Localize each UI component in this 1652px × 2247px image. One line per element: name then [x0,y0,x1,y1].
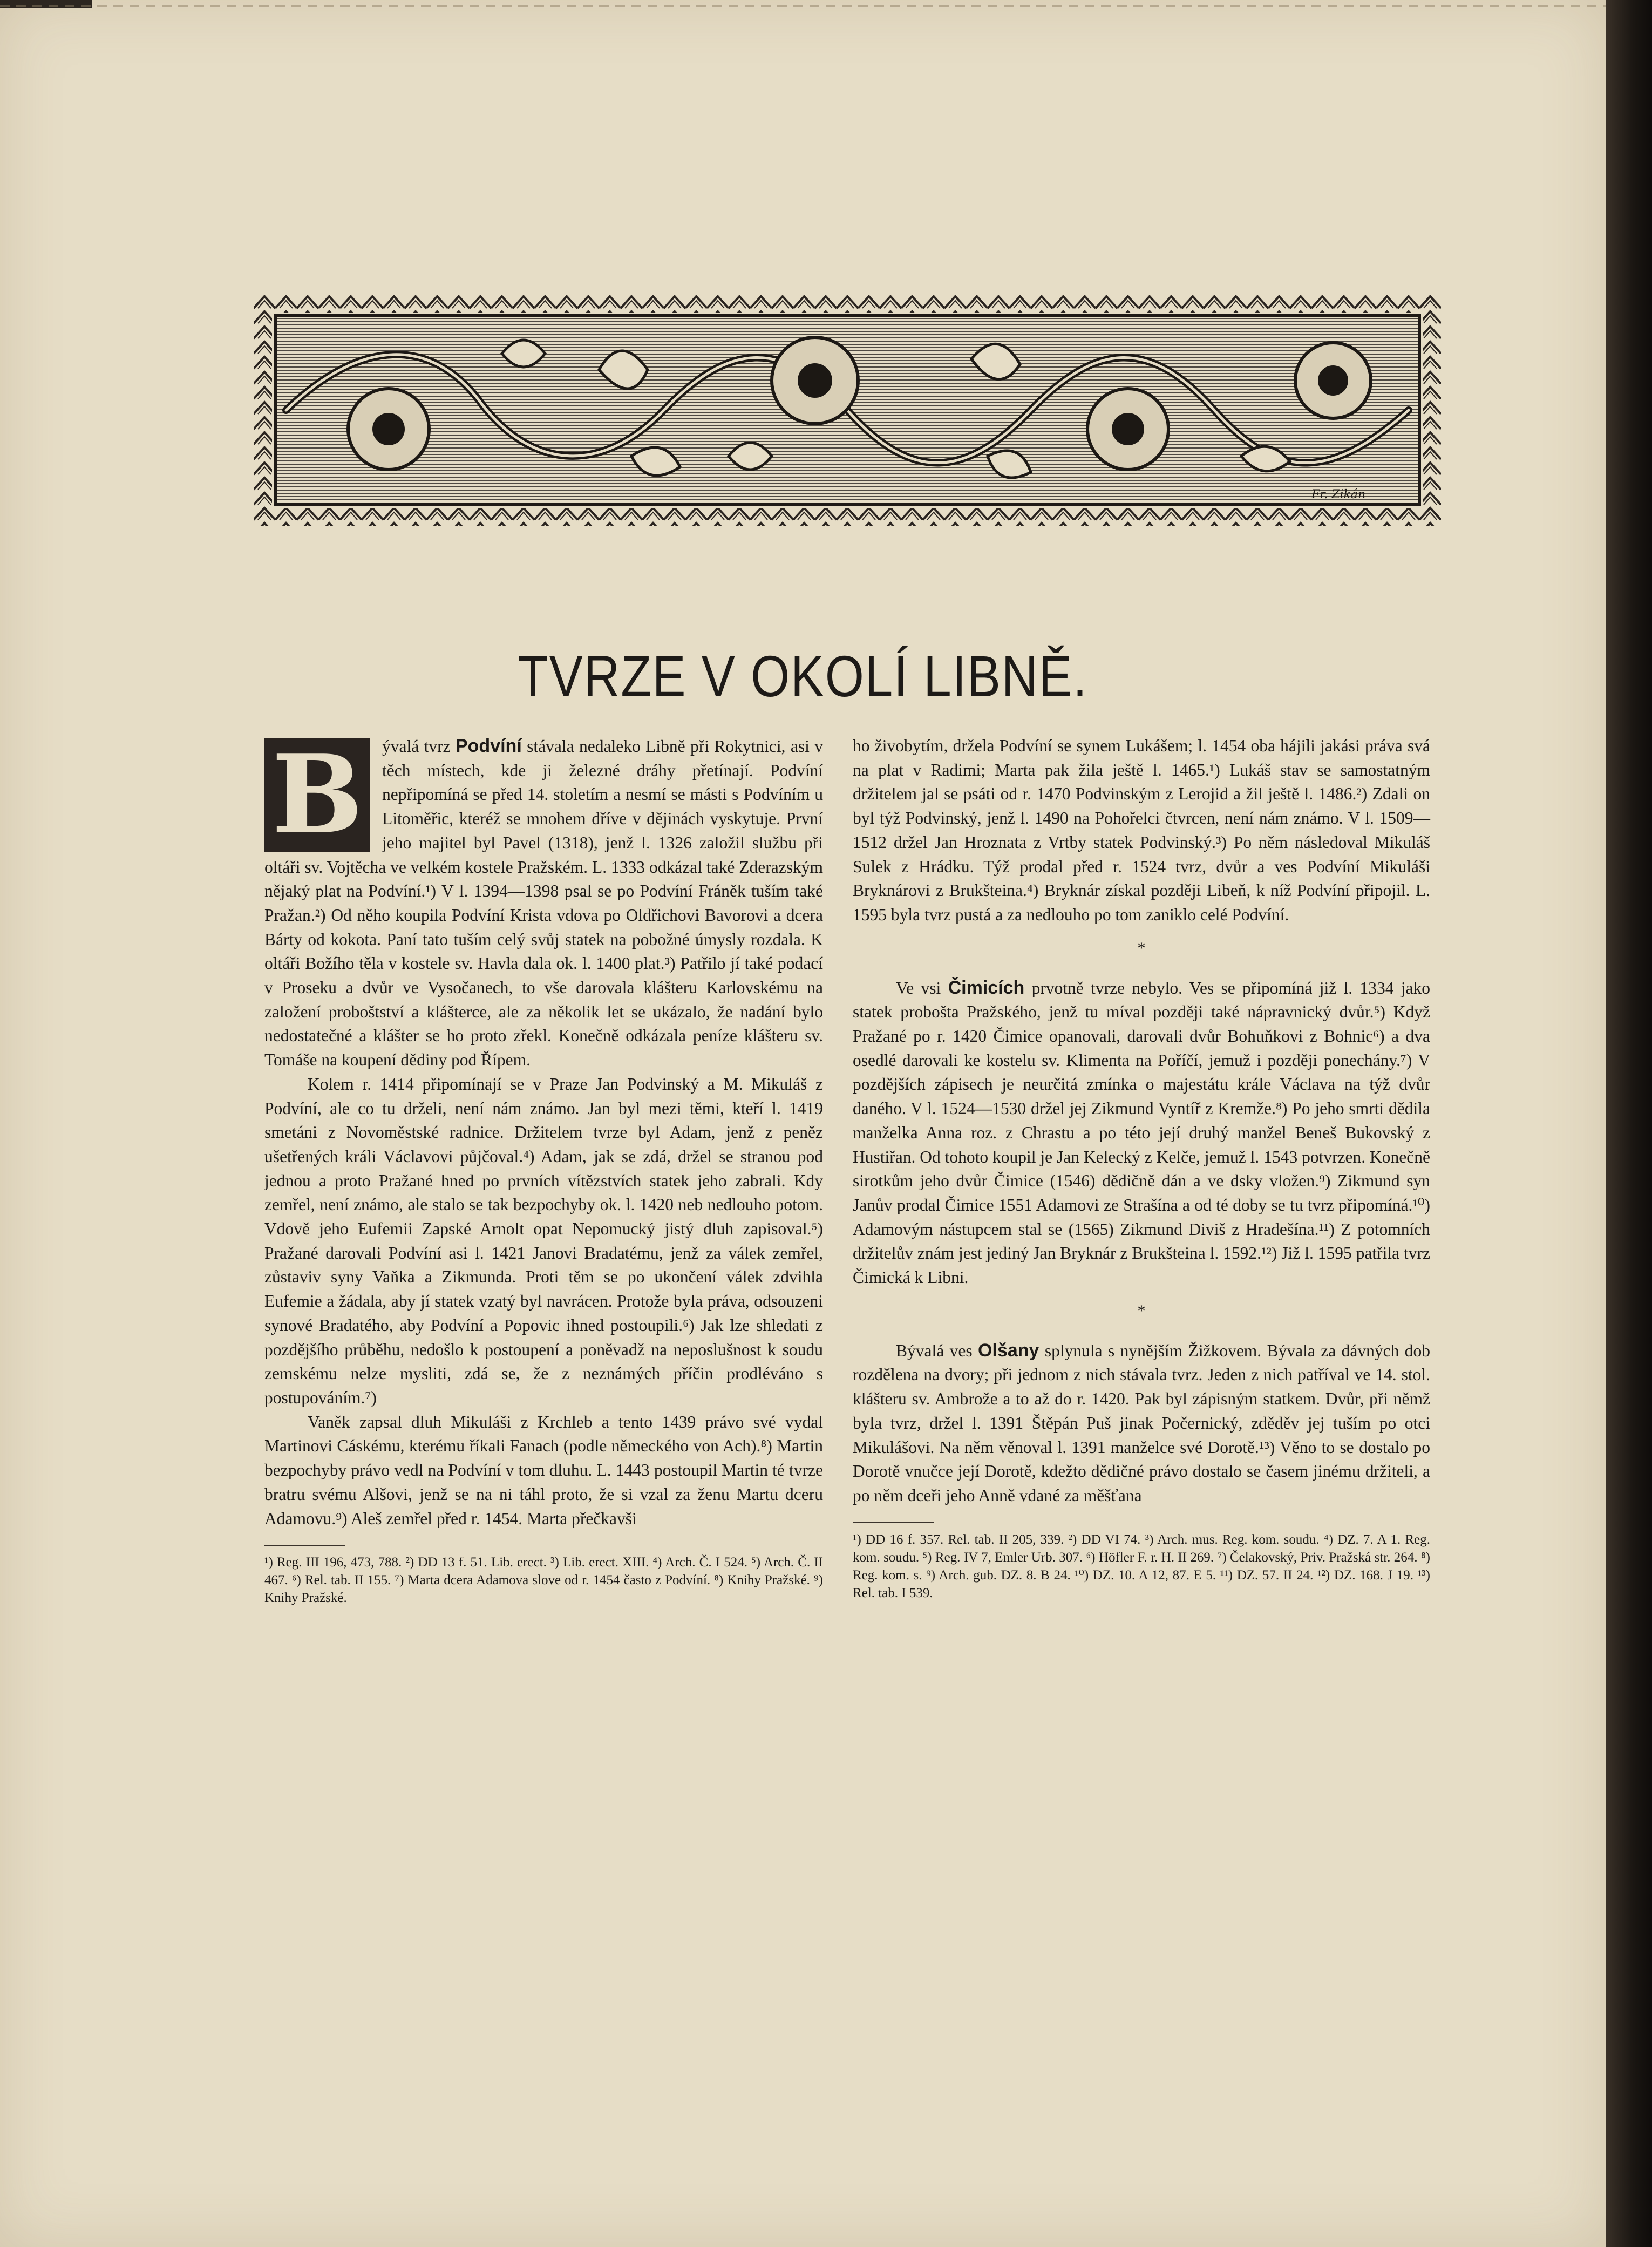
paragraph-podvini-1414: Kolem r. 1414 připomínají se v Praze Jan Podvinský a M. Mikuláš z Podvíní, ale co tu drželi, není nám známo. Jan byl mezi těmi, kteří l. 1419 smetáni z Novoměstské radnice. Držitelem tvrze byl Adam, jenž z peněz ušetřených králi Václavovi půjčoval.⁴) Adam, jak se zdá, držel se stranou pod jednou a proto Pražané hned po prvních vítězstvích statek jeho zabrali. Kdy zemřel, není známo, ale stalo se tak bezpochyby ok. l. 1420 neb nedlouho potom. Vdově jeho Eufemii Zapské Arnolt opat Nepomucký jistý dluh zapisoval.⁵) Pražané darovali Podvíní asi l. 1421 Janovi Bradatému, jenž za válek zemřel, zůstaviv syny Vaňka a Zikmunda. Proti těm se po ukončení válek zdvihla Eufemie a žádala, aby jí statek vzatý byl navrácen. Protože byla práva, odsouzeni synové Bradatého, aby Podvíní a Popovic ihned postoupili.⁶) Jak lze shledati z pozdějšího průběhu, nedošlo k postoupení a poněvadž na neposlušnost k soudu zemskému nelze mysliti, zdá se, že z neznámých příčin prodléváno s postupováním.⁷) [264,1074,823,1407]
drop-cap-initial [264,731,370,858]
place-name-olsany: Olšany [978,1340,1039,1361]
text-run: Bývalá ves [896,1341,978,1360]
right-column [853,734,1430,1602]
text-run: ývalá tvrz [382,737,456,756]
drop-cap-letter: B [271,731,363,858]
footnote-separator [853,1522,934,1523]
scan-edge-shadow [1606,0,1652,2247]
ornament-signature: Fr. Zikán [1311,488,1366,501]
footnote-separator [264,1545,345,1546]
floral-frieze-ornament [254,294,1441,526]
footnotes-right: ¹) DD 16 f. 357. Rel. tab. II 205, 339. ²) DD VI 74. ³) Arch. mus. Reg. kom. soudu. ⁴) DZ. 7. A 1. Reg. kom. soudu. ⁵) Reg. IV 7, Emler Urb. 307. ⁶) Höfler F. r. H. II 269. ⁷) Čelakovský, Priv. Pražská str. 264. ⁸) Reg. kom. s. ⁹) Arch. gub. DZ. 8. B 24. ¹⁰) DZ. 10. A 12, 87. E 5. ¹¹) DZ. 57. II 24. ¹²) DZ. 168. J 19. ¹³) Rel. tab. I 539. [853,1532,1430,1600]
text-run: Ve vsi [896,978,948,997]
footnotes-left: ¹) Reg. III 196, 473, 788. ²) DD 13 f. 51. Lib. erect. ³) Lib. erect. XIII. ⁴) Arch. Č. I 524. ⁵) Arch. Č. II 467. ⁶) Rel. tab. II 155. ⁷) Marta dcera Adamova slove od r. 1454 často z Podvíní. ⁸) Knihy Pražské. ⁹) Knihy Pražské. [264,1555,823,1606]
page-title: TVRZE V OKOLÍ LIBNĚ. [518,643,1088,709]
place-name-podvini: Podvíní [455,736,522,756]
paragraph-podvini-vanek: Vaněk zapsal dluh Mikuláši z Krchleb a tento 1439 právo své vydal Martinovi Cáskému, kterému říkali Fanach (podle německého von Ach).⁸) Martin bezpochyby právo vedl na Podvíní v tom dluhu. L. 1443 postoupil Martin té tvrze bratru svému Alšovi, jenž se na ni táhl proto, že si vzal za ženu Martu dceru Adamovu.⁹) Aleš zemřel před r. 1454. Marta přečkavši [264,1412,823,1528]
paragraph-podvini-continued: ho živobytím, držela Podvíní se synem Lukášem; l. 1454 oba hájili jakási práva svá na plat v Radimi; Marta pak žila ještě l. 1465.¹) Lukáš stav se samostatným držitelem jal se psáti od r. 1470 Podvinským z Lerojid a žil ještě l. 1486.²) Zdali on byl týž Podvinský, jenž l. 1490 na Pohořelci čtvrcen, není nám známo. V l. 1509—1512 držel Jan Hroznata z Vrtby statek Podvinský.³) Po něm následoval Mikuláš Sulek z Hrádku. Týž prodal před r. 1524 tvrz, dvůr a ves Podvíní Mikuláši Bryknárovi z Brukšteina.⁴) Bryknár získal později Libeň, k níž Podvíní připojil. L. 1595 byla tvrz pustá a za nedlouho po tom zaniklo celé Podvíní. [853,736,1430,924]
section-asterisk: * [1137,939,1146,957]
text-run: prvotně tvrze nebylo. Ves se připomíná již l. 1334 jako statek probošta Pražského, jenž tu míval později také nápravnický dvůr.⁵) Když Pražané po r. 1420 Čimice opanovali, darovali dvůr Bohuňkovi z Bohnic⁶) a dva osedlé darovali ke kostelu sv. Klimenta na Poříčí, jemuž i později ponechány.⁷) V pozdějších zápisech je neurčitá zmínka o majestátu krále Václava na týž dvůr daného. V l. 1524—1530 držel jej Zikmund Vyntíř z Kremže.⁸) Po jeho smrti dědila manželka Anna roz. z Chrastu a po této její druhý manžel Beneš Bukovský z Hustiřan. Od tohoto koupil je Jan Kelecký z Kelče, jemuž l. 1543 potvrzen. Konečně sirotkům jeho dvůr Čimice (1546) dědičně dán a ve dsky vložen.⁹) Zikmund syn Janův prodal Čimice 1551 Adamovi ze Strašína a od té doby se tu tvrz připomíná.¹⁰) Adamovým nástupcem stal se (1565) Zikmund Diviš z Hradešína.¹¹) Z potomních držitelův znám jest jediný Jan Bryknár z Brukšteina l. 1592.¹²) Již l. 1595 patřila tvrz Čimická k Libni. [853,978,1431,1287]
section-asterisk: * [1137,1301,1146,1320]
text-run: stávala nedaleko Libně při Rokytnici, asi v těch místech, kde ji železné dráhy přetínají. Podvíní nepřipomíná se před 14. stoletím a nesmí se másti s Podvíním u Litoměřic, kteréž se mnohem dříve v dějinách vyskytuje. První jeho majitel byl Pavel (1318), jenž l. 1326 založil službu při oltáři sv. Vojtěcha ve velkém kostele Pražském. L. 1333 odkázal také Zderazským nějaký plat na Podvíní.¹) V l. 1394—1398 psal se po Podvíní Fráněk tuším také Pražan.²) Od něho koupila Podvíní Krista vdova po Oldřichovi Bavorovi a dcera Bárty od kokota. Paní tato tuším celý svůj statek na pobožné úmysly rozdala. K oltáři Božího těla v kostele sv. Havla dala ok. l. 1400 plat.³) Patřilo jí také podací v Proseku a dvůr ve Vysočanech, to vše darovala klášteru Karlovskému na založení proboštství a klášterce, ale za několik let se ukázalo, že nadání bylo nedostatečné a klášter se ho proto zřekl. Konečně odkázala peníze klášteru sv. Tomáše na koupení dědiny pod Řípem. [264,737,824,1070]
paragraph-olsany [853,1339,1430,1508]
text-run: splynula s nynějším Žižkovem. Bývala za dávných dob rozdělena na dvory; při jednom z nich stávala tvrz. Jeden z nich patříval ve 14. stol. klášteru sv. Ambrože a to až do r. 1420. Pak byl zápisným statkem. Dvůr, při němž byla tvrz, držel l. 1391 Štěpán Puš jinak Počernický, zděděv jej tuším po otci Mikulášovi. Na něm věnoval l. 1391 manželce své Dorotě.¹³) Věno to se dostalo po Dorotě vnučce její Dorotě, kdežto dědičné právo dostalo se časem jinému držiteli, a po něm dceři jeho Anně vdané za měšťana [853,1341,1430,1505]
left-column [264,731,824,1607]
scan-top-rule [0,5,1606,7]
paragraph-cimice [853,976,1430,1290]
place-name-cimice: Čimicích [948,977,1025,998]
